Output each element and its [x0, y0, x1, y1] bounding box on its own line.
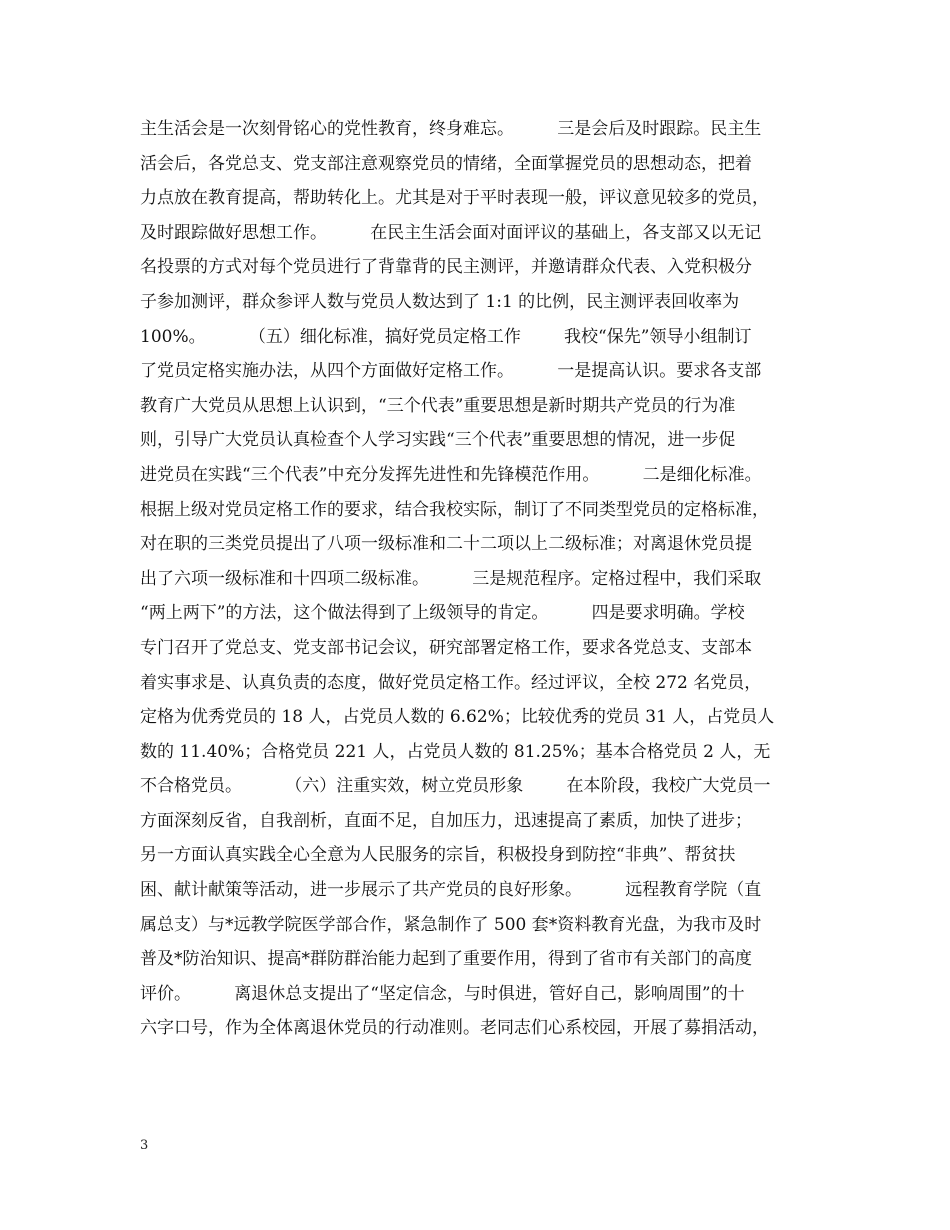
text-line: 力点放在教育提高，帮助转化上。尤其是对于平时表现一般，评议意见较多的党员，	[140, 188, 769, 209]
body-text	[140, 112, 816, 1046]
text-line: 100%。 （五）细化标准，搞好党员定格工作 我校“保先”领导小组制订	[140, 326, 752, 347]
text-line: 教育广大党员从思想上认识到，“三个代表”重要思想是新时期共产党员的行为准	[140, 395, 736, 416]
text-line: 子参加测评，群众参评人数与党员人数达到了 1:1 的比例，民主测评表回收率为	[140, 291, 740, 312]
text-line: 不合格党员。 （六）注重实效，树立党员形象 在本阶段，我校广大党员一	[140, 776, 771, 797]
text-line: 对在职的三类党员提出了八项一级标准和二十二项以上二级标准；对离退休党员提	[140, 534, 752, 555]
text-line: 活会后，各党总支、党支部注意观察党员的情绪，全面掌握党员的思想动态，把着	[140, 153, 752, 174]
text-line: 主生活会是一次刻骨铭心的党性教育，终身难忘。 三是会后及时跟踪。民主生	[140, 119, 762, 139]
text-line: 专门召开了党总支、党支部书记会议，研究部署定格工作，要求各党总支、支部本	[140, 637, 752, 658]
text-line: 方面深刻反省，自我剖析，直面不足，自加压力，迅速提高了素质，加快了进步；	[140, 810, 752, 831]
text-line: 则，引导广大党员认真检查个人学习实践“三个代表”重要思想的情况，进一步促	[140, 430, 736, 451]
text-line: 属总支）与*远教学院医学部合作，紧急制作了 500 套*资料教育光盘，为我市及时	[140, 914, 762, 935]
text-line: 困、献计献策等活动，进一步展示了共产党员的良好形象。 远程教育学院（直	[140, 880, 762, 901]
text-line: 着实事求是、认真负责的态度，做好党员定格工作。经过评议，全校 272 名党员，	[140, 672, 762, 693]
text-line: 定格为优秀党员的 18 人，占党员人数的 6.62%；比较优秀的党员 31 人，占党员人	[140, 707, 775, 728]
text-line: 普及*防治知识、提高*群防群治能力起到了重要作用，得到了省市有关部门的高度	[140, 949, 752, 970]
text-line: 了党员定格实施办法，从四个方面做好定格工作。 一是提高认识。要求各支部	[140, 361, 762, 382]
text-line: 名投票的方式对每个党员进行了背靠背的民主测评，并邀请群众代表、入党积极分	[140, 257, 752, 278]
text-line: 出了六项一级标准和十四项二级标准。 三是规范程序。定格过程中，我们采取	[140, 568, 762, 589]
text-line: 数的 11.40%；合格党员 221 人，占党员人数的 81.25%；基本合格党员 2 人，无	[140, 741, 771, 762]
text-line: 评价。 离退休总支提出了“坚定信念，与时俱进，管好自己，影响周围”的十	[140, 983, 745, 1004]
text-line: 进党员在实践“三个代表”中充分发挥先进性和先锋模范作用。 二是细化标准。	[140, 464, 762, 485]
text-line: 六字口号，作为全体离退休党员的行动准则。老同志们心系校园，开展了募捐活动，	[140, 1018, 769, 1039]
page-number: 3	[140, 1138, 149, 1153]
text-line: 另一方面认真实践全心全意为人民服务的宗旨，积极投身到防控“非典”、帮贫扶	[140, 845, 736, 866]
text-line: 根据上级对党员定格工作的要求，结合我校实际，制订了不同类型党员的定格标准，	[140, 499, 769, 520]
text-line: 及时跟踪做好思想工作。 在民主生活会面对面评议的基础上，各支部又以无记	[140, 222, 762, 243]
text-line: “两上两下”的方法，这个做法得到了上级领导的肯定。 四是要求明确。学校	[140, 603, 745, 624]
